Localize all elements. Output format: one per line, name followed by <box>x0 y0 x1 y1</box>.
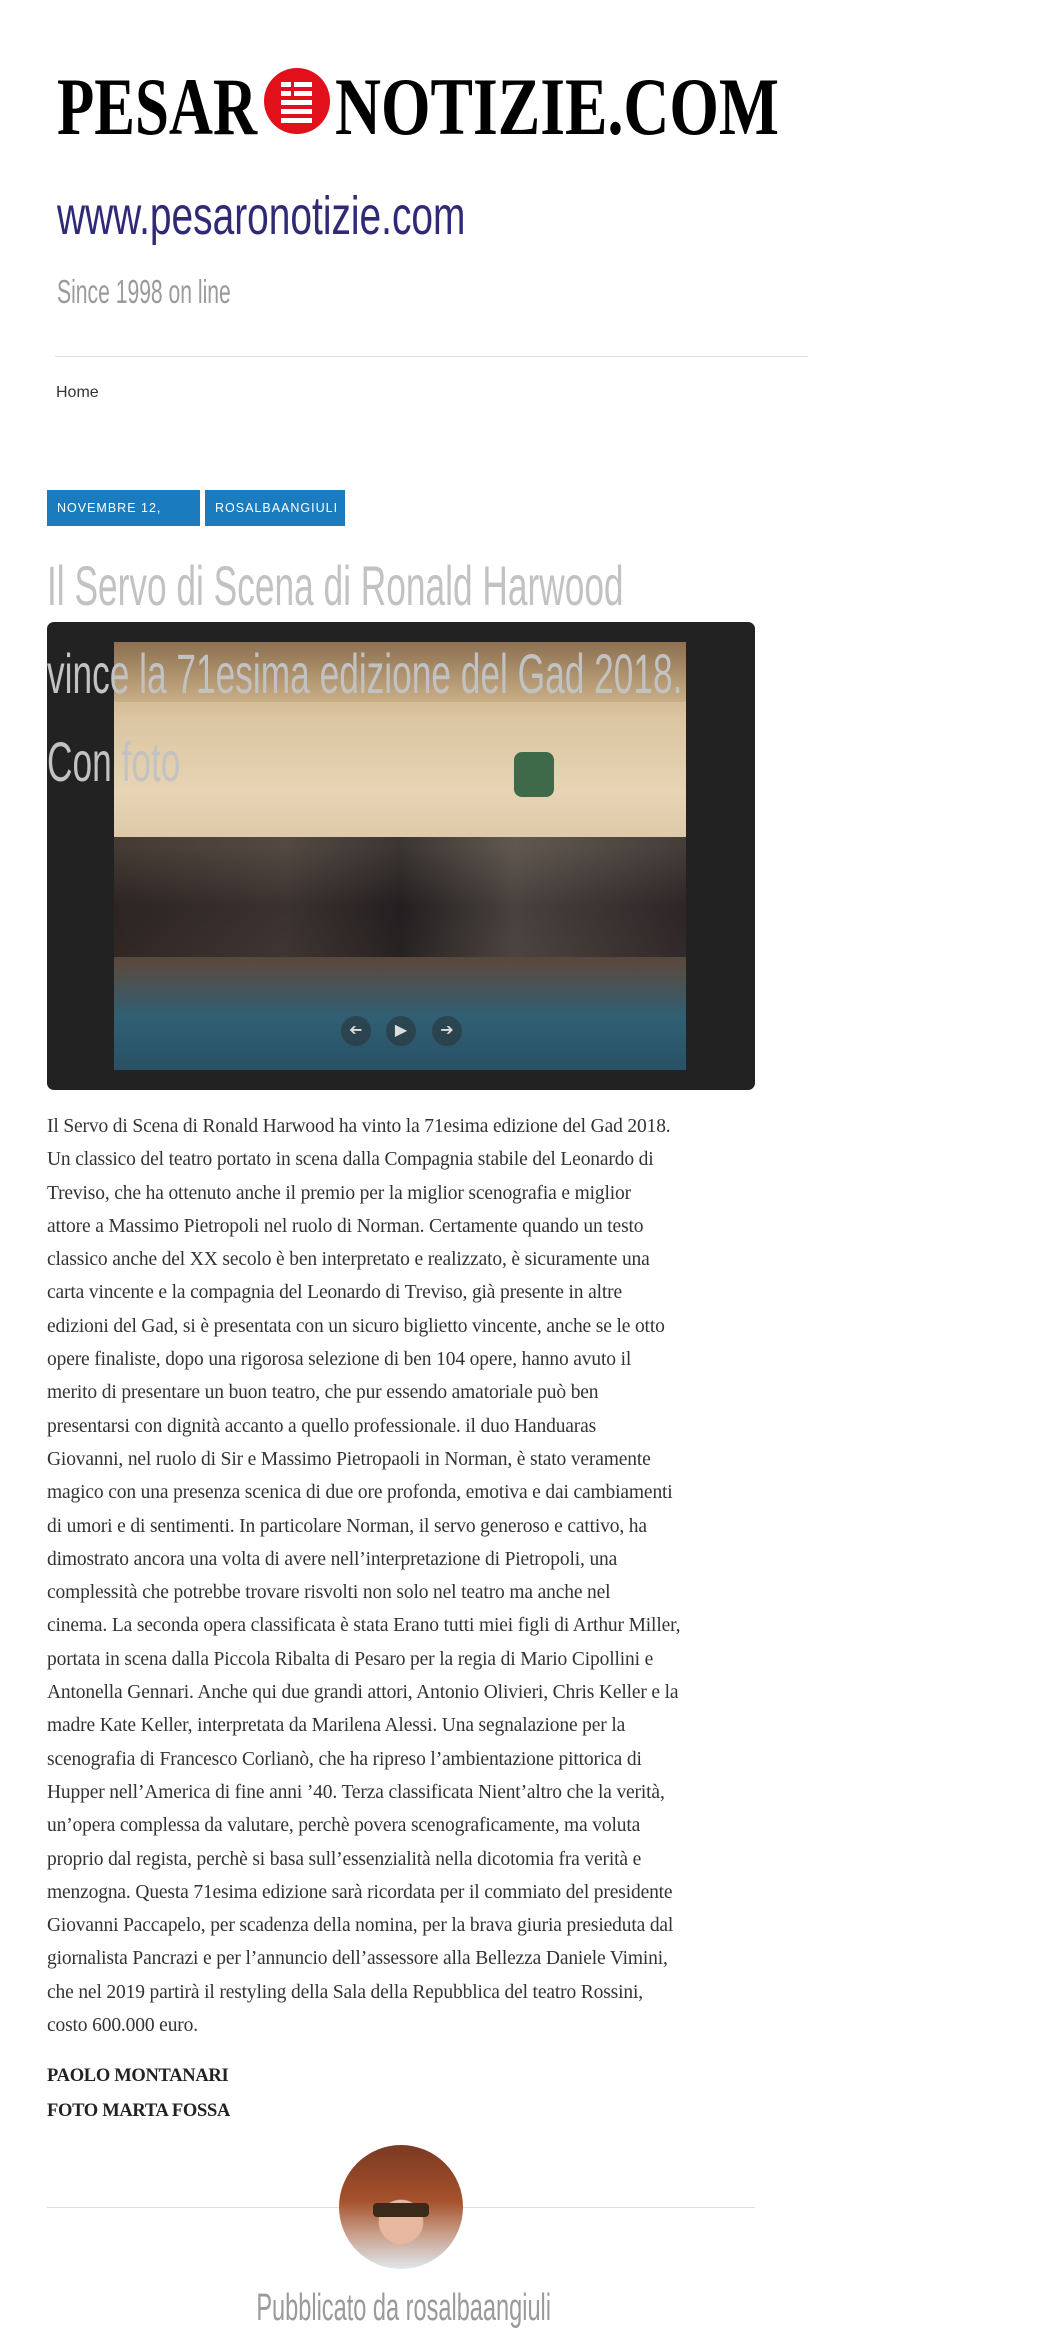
body-line: portata in scena dalla Piccola Ribalta di Pesaro per la regia di Mario Cipollini e <box>47 1648 654 1670</box>
body-line: di umori e di sentimenti. In particolare Norman, il servo generoso e cattivo, ha <box>47 1515 647 1537</box>
body-line: menzogna. Questa 71esima edizione sarà ricordata per il commiato del presidente <box>47 1881 673 1903</box>
body-line: un’opera complessa da valutare, perchè povera scenograficamente, ma voluta <box>47 1815 641 1837</box>
newspaper-icon <box>264 68 330 134</box>
body-line: carta vincente e la compagnia del Leonardo di Treviso, già presente in altre <box>47 1282 623 1304</box>
body-line: Giovanni, nel ruolo di Sir e Massimo Pietropaoli in Norman, è stato veramente <box>47 1448 651 1470</box>
body-line: edizioni del Gad, si è presentata con un sicuro biglietto vincente, anche se le otto <box>47 1315 665 1337</box>
author-avatar[interactable] <box>339 2145 463 2269</box>
body-line: presentarsi con dignità accanto a quello professionale. il duo Handuaras <box>47 1415 597 1437</box>
body-line: attore a Massimo Pietropoli nel ruolo di Norman. Certamente quando un testo <box>47 1215 644 1237</box>
tagline-text: Since 1998 on line <box>57 273 231 310</box>
gallery-play-button[interactable] <box>386 1016 416 1046</box>
body-line: Treviso, che ha ottenuto anche il premio per la miglior scenografia e miglior <box>47 1182 631 1204</box>
body-line: merito di presentare un buon teatro, che pur essendo amatoriale può ben <box>47 1382 599 1404</box>
published-by[interactable] <box>0 2286 808 2330</box>
post-date-badge[interactable]: NOVEMBRE 12, 2018 <box>47 490 200 526</box>
site-url-text: www.pesaronotizie.com <box>57 186 466 246</box>
body-line: opere finaliste, dopo una rigorosa selezione di ben 104 opere, hanno avuto il <box>47 1349 632 1371</box>
body-line: Un classico del teatro portato in scena dalla Compagnia stabile del Leonardo di <box>47 1149 654 1171</box>
body-line: che nel 2019 partirà il restyling della Sala della Repubblica del teatro Rossini, <box>47 1981 643 2003</box>
avatar-glasses <box>373 2203 429 2217</box>
body-line: Hupper nell’America di fine anni ’40. Terza classificata Nient’altro che la verità, <box>47 1781 665 1803</box>
play-icon: ▶ <box>394 1022 408 1039</box>
title-line: Il Servo di Scena di Ronald Harwood <box>47 554 624 617</box>
body-line: dimostrato ancora una volta di avere nell’interpretazione di Pietropoli, una <box>47 1548 618 1570</box>
signature-photo-credit: FOTO MARTA FOSSA <box>47 2101 231 2121</box>
post-title-line-1 <box>47 546 787 626</box>
title-line: vince la 71esima edizione del Gad 2018. <box>47 642 683 705</box>
body-line: Antonella Gennari. Anche qui due grandi attori, Antonio Olivieri, Chris Keller e la <box>47 1682 679 1704</box>
nav-divider <box>55 356 808 357</box>
post-body <box>47 1110 767 2042</box>
site-tagline <box>57 272 329 312</box>
body-line: giornalista Pancrazi e per l’annuncio dell’assessore alla Bellezza Daniele Vimini, <box>47 1948 668 1970</box>
body-line: costo 600.000 euro. <box>47 2015 198 2037</box>
body-line: Il Servo di Scena di Ronald Harwood ha vinto la 71esima edizione del Gad 2018. <box>47 1116 671 1137</box>
body-line: proprio dal regista, perchè si basa sull’essenzialità nella dicotomia fra verità e <box>47 1848 642 1870</box>
body-line: cinema. La seconda opera classificata è stata Erano tutti miei figli di Arthur Miller, <box>47 1615 681 1637</box>
body-line: classico anche del XX secolo è ben interpretato e realizzato, è sicuramente una <box>47 1249 650 1271</box>
published-by-text: Pubblicato da rosalbaangiuli <box>256 2287 552 2329</box>
nav-item-home[interactable]: Home <box>56 384 99 401</box>
gallery-prev-button[interactable] <box>341 1016 371 1046</box>
arrow-right-icon: ➔ <box>440 1022 454 1039</box>
post-title-line-3 <box>47 722 787 802</box>
body-line: magico con una presenza scenica di due ore profonda, emotiva e dai cambiamenti <box>47 1482 673 1504</box>
post-title-line-2 <box>47 634 787 714</box>
body-line: Giovanni Paccapelo, per scadenza della nomina, per la brava giuria presieduta dal <box>47 1915 674 1937</box>
photo-people <box>114 837 686 957</box>
gallery-next-button[interactable] <box>432 1016 462 1046</box>
body-line: madre Kate Keller, interpretata da Marilena Alessi. Una segnalazione per la <box>47 1715 626 1737</box>
post-author-badge[interactable]: ROSALBAANGIULI <box>205 490 345 526</box>
body-line: complessità che potrebbe trovare risvolti non solo nel teatro ma anche nel <box>47 1582 611 1604</box>
body-line: scenografia di Francesco Corlianò, che ha ripreso l’ambientazione pittorica di <box>47 1748 642 1770</box>
signature-author: PAOLO MONTANARI <box>47 2066 229 2086</box>
arrow-left-icon: ➔ <box>349 1022 363 1039</box>
title-line: Con foto <box>47 730 181 793</box>
logo-text-left: PESAR <box>57 61 258 152</box>
site-url-title[interactable] <box>57 186 624 246</box>
site-logo[interactable] <box>57 61 779 152</box>
logo-text-right: NOTIZIE.COM <box>335 61 779 152</box>
